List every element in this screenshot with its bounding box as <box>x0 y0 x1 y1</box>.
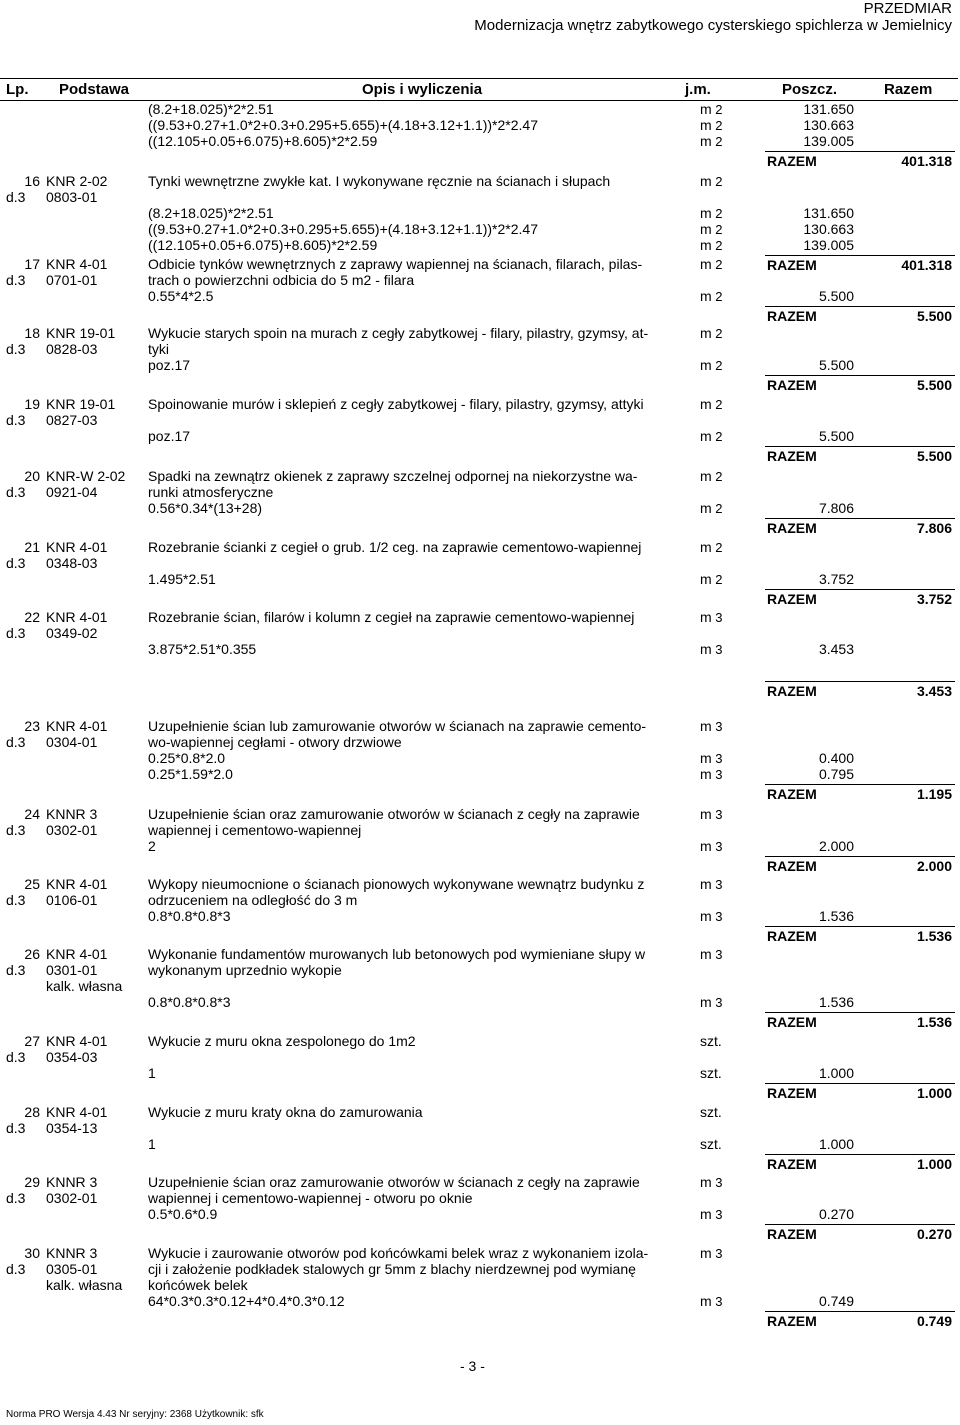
calculation-unit: szt. <box>700 1065 722 1081</box>
calculation-formula: 1 <box>148 1065 156 1081</box>
item-number: 17 <box>24 256 40 272</box>
project-name: Modernizacja wnętrz zabytkowego cysterskiego spichlerza w Jemielnicy <box>474 17 952 34</box>
total-value: 1.195 <box>916 786 952 802</box>
item-description: odrzuceniem na odległość do 3 m <box>148 892 358 908</box>
calculation-value: 5.500 <box>818 428 854 444</box>
item-description: Spadki na zewnątrz okienek z zaprawy szczelnej odpornej na niekorzystne wa- <box>148 468 638 484</box>
item-number: 30 <box>24 1245 40 1261</box>
total-label: RAZEM <box>767 1014 817 1030</box>
item-unit: m 2 <box>700 256 723 272</box>
total-rule <box>765 1154 955 1155</box>
total-value: 401.318 <box>901 153 952 169</box>
total-label: RAZEM <box>767 1313 817 1329</box>
calculation-formula: 0.55*4*2.5 <box>148 288 214 304</box>
item-description: wo-wapiennej cegłami - otwory drzwiowe <box>148 734 402 750</box>
item-basis: 0803-01 <box>46 189 98 205</box>
total-rule <box>765 255 955 256</box>
item-basis: KNR 4-01 <box>46 539 108 555</box>
calculation-formula: 0.25*0.8*2.0 <box>148 750 226 766</box>
total-value: 5.500 <box>916 308 952 324</box>
total-label: RAZEM <box>767 448 817 464</box>
calculation-formula: ((12.105+0.05+6.075)+8.605)*2*2.59 <box>148 133 378 149</box>
calculation-formula: 2 <box>148 838 156 854</box>
item-basis: 0354-13 <box>46 1120 98 1136</box>
total-label: RAZEM <box>767 1085 817 1101</box>
total-rule <box>765 1224 955 1225</box>
item-basis: KNR 4-01 <box>46 609 108 625</box>
total-label: RAZEM <box>767 520 817 536</box>
item-number: 18 <box>24 325 40 341</box>
item-basis: KNR 4-01 <box>46 256 108 272</box>
total-label: RAZEM <box>767 683 817 699</box>
calculation-value: 5.500 <box>818 357 854 373</box>
header-top-rule <box>0 78 958 79</box>
total-rule <box>765 856 955 857</box>
calculation-unit: m 2 <box>700 205 723 221</box>
total-rule <box>765 518 955 519</box>
calculation-unit: m 2 <box>700 288 723 304</box>
item-basis: kalk. własna <box>46 1277 123 1293</box>
total-rule <box>765 1012 955 1013</box>
calculation-unit: m 2 <box>700 237 723 253</box>
item-number: 21 <box>24 539 40 555</box>
total-rule <box>765 784 955 785</box>
total-label: RAZEM <box>767 786 817 802</box>
calculation-value: 1.536 <box>818 908 854 924</box>
item-chapter-prefix: d.3 <box>6 1190 26 1206</box>
col-lp: Lp. <box>6 81 29 98</box>
item-basis: kalk. własna <box>46 978 123 994</box>
col-razem: Razem <box>884 81 933 98</box>
calculation-formula: 0.5*0.6*0.9 <box>148 1206 218 1222</box>
item-basis: KNNR 3 <box>46 1245 98 1261</box>
item-basis: KNR 19-01 <box>46 325 116 341</box>
item-number: 20 <box>24 468 40 484</box>
calculation-unit: m 2 <box>700 428 723 444</box>
calculation-value: 3.453 <box>818 641 854 657</box>
calculation-formula: 3.875*2.51*0.355 <box>148 641 257 657</box>
item-basis: 0301-01 <box>46 962 98 978</box>
col-jm: j.m. <box>685 81 711 98</box>
item-number: 16 <box>24 173 40 189</box>
software-footer: Norma PRO Wersja 4.43 Nr seryjny: 2368 Użytkownik: sfk <box>6 1409 264 1420</box>
calculation-unit: m 2 <box>700 101 723 117</box>
item-number: 26 <box>24 946 40 962</box>
item-chapter-prefix: d.3 <box>6 189 26 205</box>
calculation-value: 139.005 <box>803 133 854 149</box>
item-chapter-prefix: d.3 <box>6 484 26 500</box>
total-label: RAZEM <box>767 1156 817 1172</box>
total-rule <box>765 446 955 447</box>
calculation-unit: szt. <box>700 1136 722 1152</box>
calculation-unit: m 2 <box>700 221 723 237</box>
item-description: Odbicie tynków wewnętrznych z zaprawy wapiennej na ścianach, filarach, pilas- <box>148 256 643 272</box>
calculation-value: 0.270 <box>818 1206 854 1222</box>
calculation-value: 131.650 <box>803 205 854 221</box>
calculation-unit: m 2 <box>700 357 723 373</box>
item-description: wapiennej i cementowo-wapiennej - otworu po oknie <box>148 1190 473 1206</box>
item-description: cji i założenie podkładek stalowych gr 5mm z blachy nierdzewnej pod wymianę <box>148 1261 636 1277</box>
item-basis: 0354-03 <box>46 1049 98 1065</box>
item-chapter-prefix: d.3 <box>6 412 26 428</box>
item-chapter-prefix: d.3 <box>6 734 26 750</box>
total-label: RAZEM <box>767 591 817 607</box>
calculation-unit: m 3 <box>700 766 723 782</box>
total-rule <box>765 589 955 590</box>
calculation-value: 7.806 <box>818 500 854 516</box>
item-description: Wykucie starych spoin na murach z cegły zabytkowej - filary, pilastry, gzymsy, at- <box>148 325 649 341</box>
item-basis: KNR 4-01 <box>46 876 108 892</box>
calculation-formula: 64*0.3*0.3*0.12+4*0.4*0.3*0.12 <box>148 1293 345 1309</box>
item-unit: m 3 <box>700 1174 723 1190</box>
total-rule <box>765 926 955 927</box>
total-label: RAZEM <box>767 257 817 273</box>
item-basis: 0701-01 <box>46 272 98 288</box>
item-chapter-prefix: d.3 <box>6 341 26 357</box>
item-basis: KNR 4-01 <box>46 1033 108 1049</box>
item-basis: 0302-01 <box>46 822 98 838</box>
calculation-formula: 0.8*0.8*0.8*3 <box>148 994 231 1010</box>
item-unit: szt. <box>700 1033 722 1049</box>
item-basis: KNR 4-01 <box>46 946 108 962</box>
calculation-unit: m 2 <box>700 133 723 149</box>
calculation-formula: poz.17 <box>148 428 191 444</box>
item-description: końcówek belek <box>148 1277 248 1293</box>
item-description: runki atmosferyczne <box>148 484 274 500</box>
calculation-unit: m 3 <box>700 1206 723 1222</box>
total-rule <box>765 1083 955 1084</box>
total-label: RAZEM <box>767 928 817 944</box>
item-description: wykonanym uprzednio wykopie <box>148 962 342 978</box>
item-basis: KNNR 3 <box>46 806 98 822</box>
calculation-value: 1.000 <box>818 1065 854 1081</box>
calculation-value: 139.005 <box>803 237 854 253</box>
item-chapter-prefix: d.3 <box>6 1261 26 1277</box>
item-chapter-prefix: d.3 <box>6 272 26 288</box>
item-description: Rozebranie ścianki z cegieł o grub. 1/2 ceg. na zaprawie cementowo-wapiennej <box>148 539 642 555</box>
item-chapter-prefix: d.3 <box>6 1120 26 1136</box>
item-description: tyki <box>148 341 169 357</box>
calculation-formula: 0.8*0.8*0.8*3 <box>148 908 231 924</box>
item-description: wapiennej i cementowo-wapiennej <box>148 822 362 838</box>
item-description: Tynki wewnętrzne zwykłe kat. I wykonywane ręcznie na ścianach i słupach <box>148 173 611 189</box>
document-title: PRZEDMIAR <box>863 0 952 17</box>
item-basis: KNNR 3 <box>46 1174 98 1190</box>
item-basis: KNR-W 2-02 <box>46 468 126 484</box>
calculation-formula: 0.25*1.59*2.0 <box>148 766 233 782</box>
item-chapter-prefix: d.3 <box>6 555 26 571</box>
calculation-unit: m 3 <box>700 641 723 657</box>
calculation-value: 130.663 <box>803 221 854 237</box>
item-unit: m 3 <box>700 1245 723 1261</box>
item-basis: KNR 4-01 <box>46 1104 108 1120</box>
item-basis: KNR 2-02 <box>46 173 108 189</box>
calculation-value: 0.749 <box>818 1293 854 1309</box>
item-basis: KNR 19-01 <box>46 396 116 412</box>
calculation-unit: m 3 <box>700 750 723 766</box>
item-number: 19 <box>24 396 40 412</box>
item-unit: m 2 <box>700 468 723 484</box>
total-value: 0.749 <box>916 1313 952 1329</box>
item-unit: szt. <box>700 1104 722 1120</box>
calculation-value: 131.650 <box>803 101 854 117</box>
total-value: 2.000 <box>916 858 952 874</box>
calculation-formula: ((9.53+0.27+1.0*2+0.3+0.295+5.655)+(4.18+3.12+1.1))*2*2.47 <box>148 221 538 237</box>
item-basis: 0828-03 <box>46 341 98 357</box>
item-basis: KNR 4-01 <box>46 718 108 734</box>
item-description: Wykopy nieumocnione o ścianach pionowych wykonywane wewnątrz budynku z <box>148 876 645 892</box>
total-rule <box>765 375 955 376</box>
item-unit: m 3 <box>700 718 723 734</box>
total-label: RAZEM <box>767 858 817 874</box>
item-description: Wykucie z muru kraty okna do zamurowania <box>148 1104 423 1120</box>
item-number: 29 <box>24 1174 40 1190</box>
item-unit: m 2 <box>700 539 723 555</box>
total-rule <box>765 681 955 682</box>
item-description: Uzupełnienie ścian lub zamurowanie otworów w ścianach na zaprawie cemento- <box>148 718 647 734</box>
calculation-unit: m 2 <box>700 117 723 133</box>
total-label: RAZEM <box>767 1226 817 1242</box>
item-chapter-prefix: d.3 <box>6 822 26 838</box>
total-label: RAZEM <box>767 153 817 169</box>
total-label: RAZEM <box>767 377 817 393</box>
calculation-value: 3.752 <box>818 571 854 587</box>
calculation-unit: m 2 <box>700 571 723 587</box>
col-podstawa: Podstawa <box>59 81 130 98</box>
calculation-formula: poz.17 <box>148 357 191 373</box>
calculation-value: 130.663 <box>803 117 854 133</box>
item-basis: 0921-04 <box>46 484 98 500</box>
item-unit: m 3 <box>700 609 723 625</box>
calculation-formula: 1.495*2.51 <box>148 571 216 587</box>
item-basis: 0302-01 <box>46 1190 98 1206</box>
calculation-unit: m 3 <box>700 838 723 854</box>
total-value: 3.752 <box>916 591 952 607</box>
calculation-value: 1.536 <box>818 994 854 1010</box>
calculation-formula: (8.2+18.025)*2*2.51 <box>148 205 274 221</box>
item-number: 22 <box>24 609 40 625</box>
item-unit: m 3 <box>700 946 723 962</box>
total-value: 5.500 <box>916 377 952 393</box>
item-description: Uzupełnienie ścian oraz zamurowanie otworów w ścianach z cegły na zaprawie <box>148 1174 640 1190</box>
item-description: Rozebranie ścian, filarów i kolumn z cegieł na zaprawie cementowo-wapiennej <box>148 609 635 625</box>
item-number: 24 <box>24 806 40 822</box>
item-chapter-prefix: d.3 <box>6 1049 26 1065</box>
col-poszcz: Poszcz. <box>782 81 838 98</box>
item-description: trach o powierzchni odbicia do 5 m2 - filara <box>148 272 415 288</box>
calculation-formula: (8.2+18.025)*2*2.51 <box>148 101 274 117</box>
total-label: RAZEM <box>767 308 817 324</box>
item-chapter-prefix: d.3 <box>6 625 26 641</box>
item-basis: 0305-01 <box>46 1261 98 1277</box>
item-unit: m 3 <box>700 806 723 822</box>
item-description: Spoinowanie murów i sklepień z cegły zabytkowej - filary, pilastry, gzymsy, attyki <box>148 396 644 412</box>
calculation-formula: ((12.105+0.05+6.075)+8.605)*2*2.59 <box>148 237 378 253</box>
col-opis: Opis i wyliczenia <box>362 81 483 98</box>
item-basis: 0106-01 <box>46 892 98 908</box>
item-basis: 0827-03 <box>46 412 98 428</box>
total-rule <box>765 151 955 152</box>
calculation-value: 1.000 <box>818 1136 854 1152</box>
page-number: - 3 - <box>460 1358 485 1374</box>
total-value: 7.806 <box>916 520 952 536</box>
item-chapter-prefix: d.3 <box>6 962 26 978</box>
item-number: 23 <box>24 718 40 734</box>
item-chapter-prefix: d.3 <box>6 892 26 908</box>
item-unit: m 2 <box>700 325 723 341</box>
total-value: 1.000 <box>916 1085 952 1101</box>
total-value: 5.500 <box>916 448 952 464</box>
calculation-unit: m 3 <box>700 1293 723 1309</box>
item-description: Uzupełnienie ścian oraz zamurowanie otworów w ścianach z cegły na zaprawie <box>148 806 640 822</box>
total-value: 1.536 <box>916 928 952 944</box>
item-number: 27 <box>24 1033 40 1049</box>
calculation-unit: m 2 <box>700 500 723 516</box>
total-value: 0.270 <box>916 1226 952 1242</box>
calculation-value: 2.000 <box>818 838 854 854</box>
item-description: Wykucie i zaurowanie otworów pod końcówkami belek wraz z wykonaniem izola- <box>148 1245 649 1261</box>
item-description: Wykucie z muru okna zespolonego do 1m2 <box>148 1033 416 1049</box>
item-number: 25 <box>24 876 40 892</box>
total-value: 3.453 <box>916 683 952 699</box>
item-basis: 0348-03 <box>46 555 98 571</box>
total-value: 1.536 <box>916 1014 952 1030</box>
calculation-value: 5.500 <box>818 288 854 304</box>
item-description: Wykonanie fundamentów murowanych lub betonowych pod wymieniane słupy w <box>148 946 646 962</box>
item-unit: m 3 <box>700 876 723 892</box>
calculation-formula: ((9.53+0.27+1.0*2+0.3+0.295+5.655)+(4.18+3.12+1.1))*2*2.47 <box>148 117 538 133</box>
total-rule <box>765 1311 955 1312</box>
item-number: 28 <box>24 1104 40 1120</box>
calculation-unit: m 3 <box>700 908 723 924</box>
calculation-value: 0.795 <box>818 766 854 782</box>
calculation-formula: 1 <box>148 1136 156 1152</box>
total-value: 1.000 <box>916 1156 952 1172</box>
total-value: 401.318 <box>901 257 952 273</box>
total-rule <box>765 306 955 307</box>
item-unit: m 2 <box>700 173 723 189</box>
item-basis: 0349-02 <box>46 625 98 641</box>
calculation-value: 0.400 <box>818 750 854 766</box>
calculation-formula: 0.56*0.34*(13+28) <box>148 500 263 516</box>
item-basis: 0304-01 <box>46 734 98 750</box>
item-unit: m 2 <box>700 396 723 412</box>
calculation-unit: m 3 <box>700 994 723 1010</box>
